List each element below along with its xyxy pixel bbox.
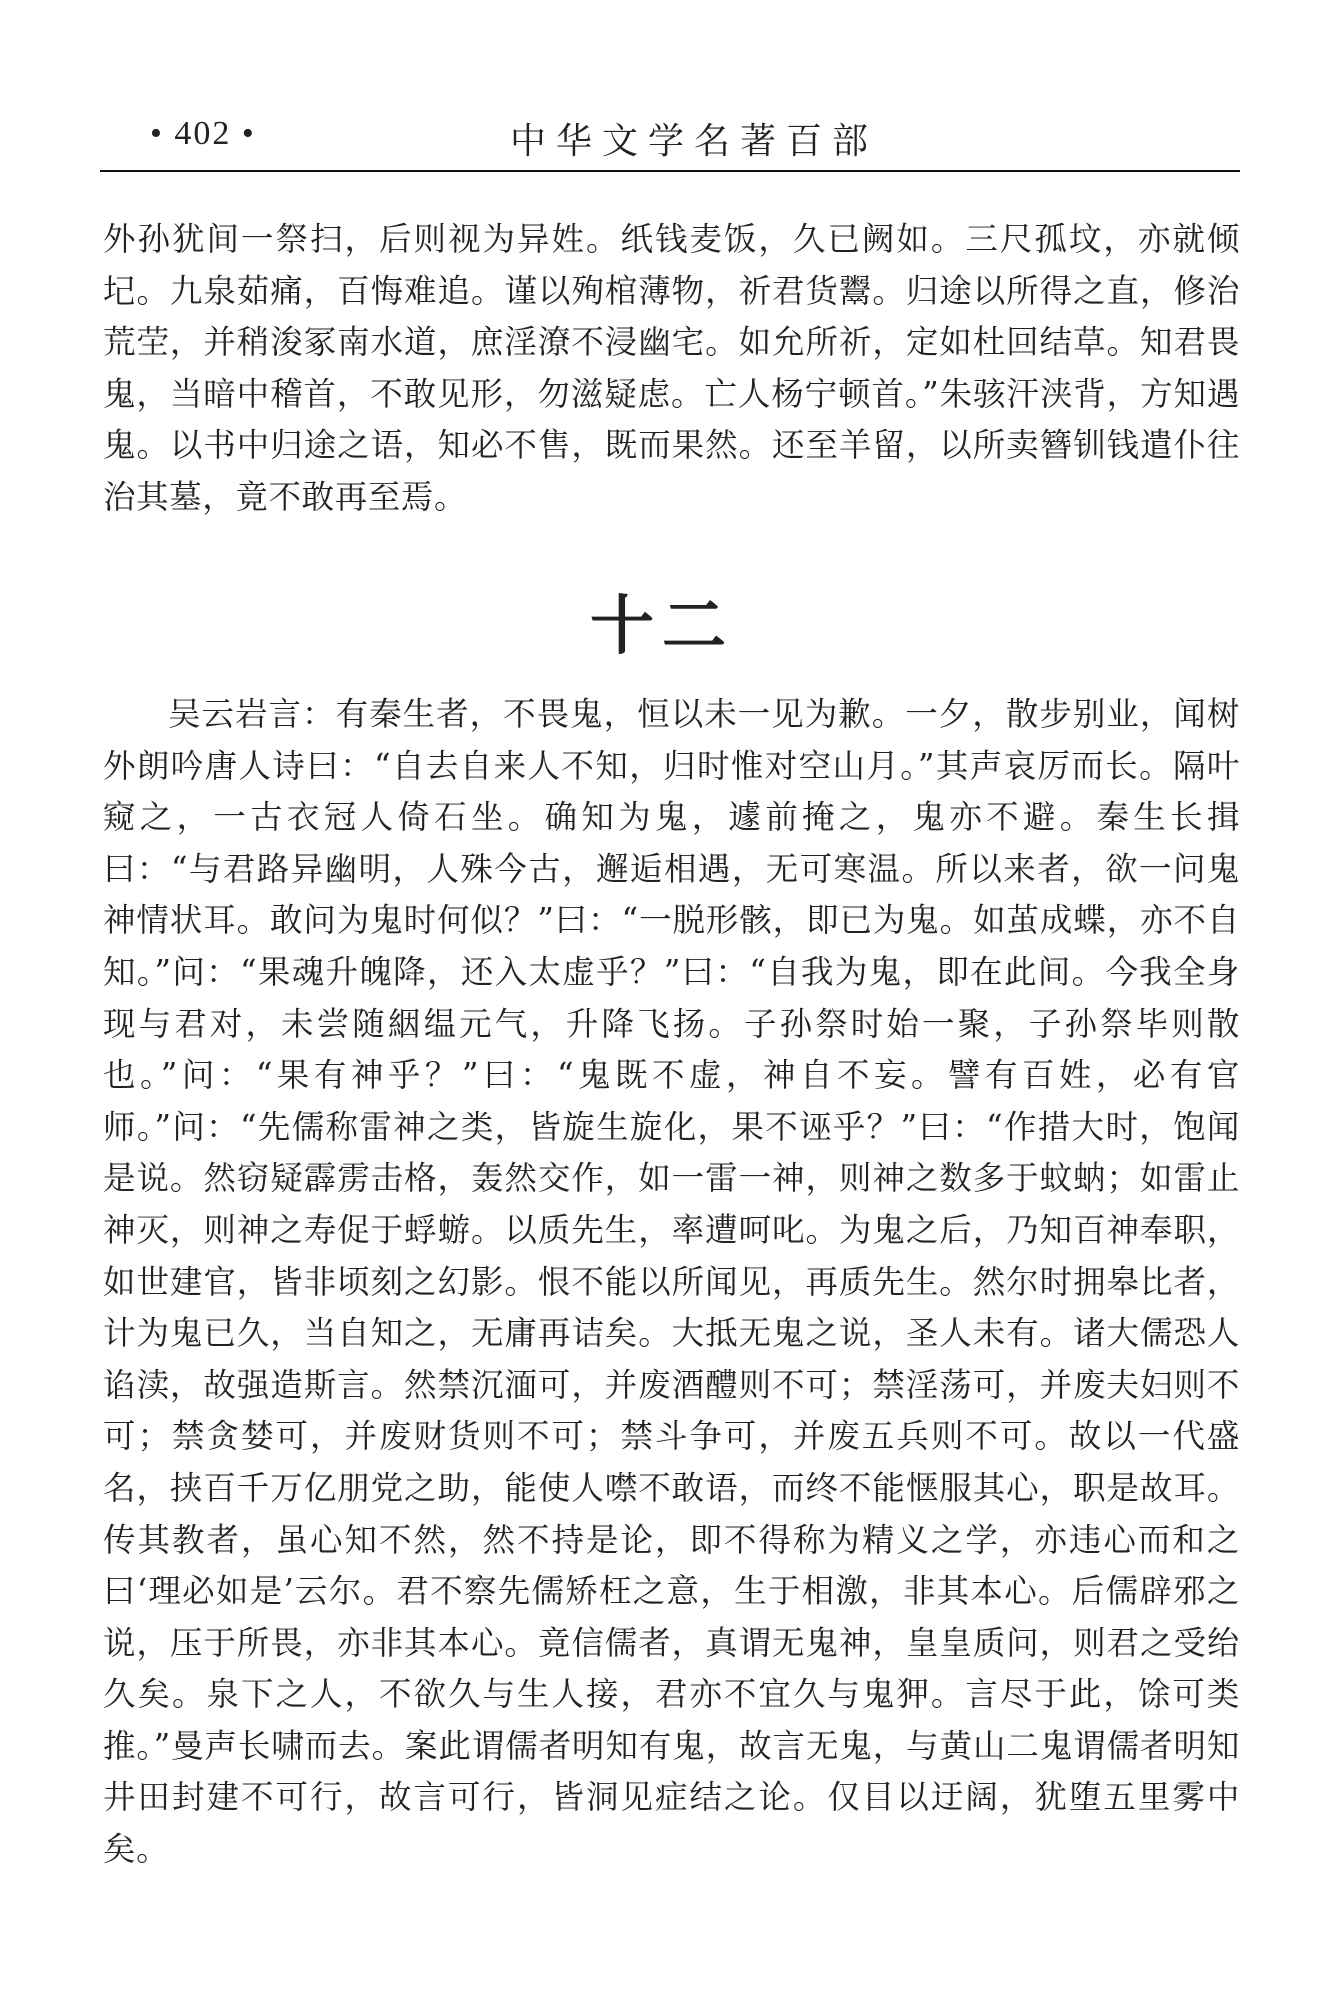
continued-paragraph: 外孙犹间一祭扫，后则视为异姓。纸钱麦饭，久已阙如。三尺孤坟，亦就倾圮。九泉茹痛，百悔难追。谨以殉棺薄物，祈君货鬻。归途以所得之直，修治荒茔，并稍浚冢南水道，庶淫潦不浸幽宅。如允所祈，定如杜回结草。知君畏鬼，当暗中稽首，不敢见形，勿滋疑虑。亡人杨宁顿首。”朱骇汗浃背，方知遇鬼。以书中归途之语，知必不售，既而果然。还至羊留，以所卖簪钏钱遣仆往治其墓，竟不敢再至焉。 xyxy=(103,220,1240,516)
page-number: • 402 • xyxy=(150,115,256,152)
page-header xyxy=(100,105,1240,167)
main-paragraph: 吴云岩言：有秦生者，不畏鬼，恒以未一见为歉。一夕，散步别业，闻树外朗吟唐人诗曰：“自去自来人不知，归时惟对空山月。”其声哀厉而长。隔叶窥之，一古衣冠人倚石坐。确知为鬼，遽前掩之，鬼亦不避。秦生长揖曰：“与君路异幽明，人殊今古，邂逅相遇，无可寒温。所以来者，欲一问鬼神情状耳。敢问为鬼时何似？”曰：“一脱形骸，即已为鬼。如茧成蝶，亦不自知。”问：“果魂升魄降，还入太虚乎？”曰：“自我为鬼，即在此间。今我全身现与君对，未尝随絪缊元气，升降飞扬。子孙祭时始一聚，子孙祭毕则散也。”问：“果有神乎？”曰：“鬼既不虚，神自不妄。譬有百姓，必有官师。”问：“先儒称雷神之类，皆旋生旋化，果不诬乎？”曰：“作措大时，饱闻是说。然窃疑霹雳击格，轰然交作，如一雷一神，则神之数多于蚊蚋；如雷止神灭，则神之寿促于蜉蝣。以质先生，率遭呵叱。为鬼之后，乃知百神奉职，如世建官，皆非顷刻之幻影。恨不能以所闻见，再质先生。然尔时拥皋比者，计为鬼已久，当自知之，无庸再诘矣。大抵无鬼之说，圣人未有。诸大儒恐人谄渎，故强造斯言。然禁沉湎可，并废酒醴则不可；禁淫荡可，并废夫妇则不可；禁贪婪可，并废财货则不可；禁斗争可，并废五兵则不可。故以一代盛名，挟百千万亿朋党之助，能使人噤不敢语，而终不能惬服其心，职是故耳。传其教者，虽心知不然，然不持是论，即不得称为精义之学，亦违心而和之曰‘理必如是’云尔。君不察先儒矫枉之意，生于相激，非其本心。后儒辟邪之说，压于所畏，亦非其本心。竟信儒者，真谓无鬼神，皇皇质问，则君之受绐久矣。泉下之人，不欲久与生人接，君亦不宜久与鬼狎。言尽于此，馀可类推。”曼声长啸而去。案此谓儒者明知有鬼，故言无鬼，与黄山二鬼谓儒者明知井田封建不可行，故言可行，皆洞见症结之论。仅目以迂阔，犹堕五里雾中矣。 xyxy=(103,695,1240,1869)
header-rule xyxy=(100,170,1240,172)
running-title: 中华文学名著百部 xyxy=(510,121,879,162)
section-title: 十二 xyxy=(590,590,734,664)
